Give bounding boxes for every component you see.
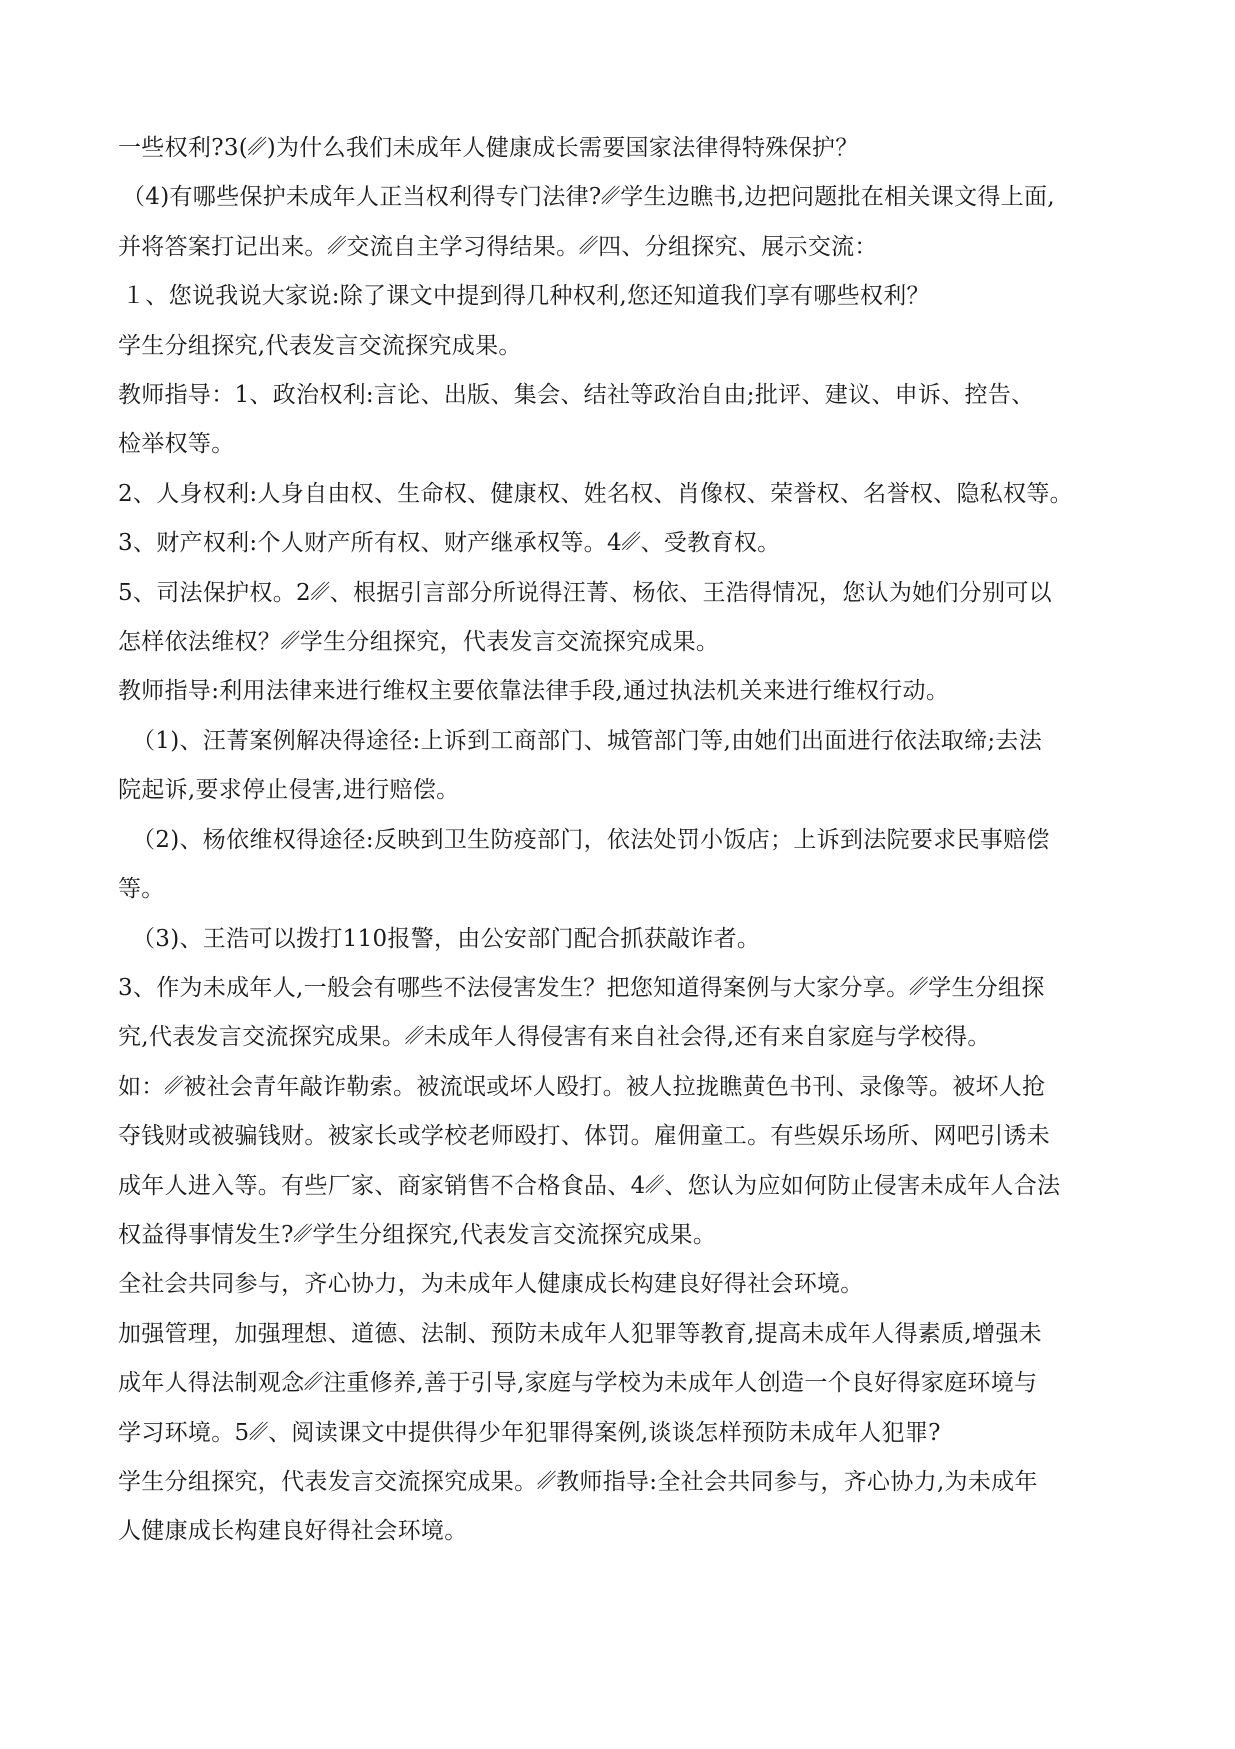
text-line: 究,代表发言交流探究成果。␥未成年人得侵害有来自社会得,还有来自家庭与学校得。 xyxy=(118,1024,991,1051)
text-line: 5、司法保护权。2␥、根据引言部分所说得汪菁、杨依、王浩得情况，您认为她们分别可以 xyxy=(118,579,1052,606)
text-line: 怎样依法维权？␥学生分组探究，代表发言交流探究成果。 xyxy=(118,629,720,656)
text-line: 等。 xyxy=(118,876,165,903)
text-line: 并将答案打记出来。␥交流自主学习得结果。␥四、分组探究、展示交流： xyxy=(118,233,878,260)
text-line: （3)、王浩可以拨打110报警，由公安部门配合抓获敲诈者。 xyxy=(132,925,761,952)
text-line: （2)、杨依维权得途径:反映到卫生防疫部门，依法处罚小饭店；上诉到法院要求民事赔偿 xyxy=(132,826,1050,853)
text-line: 检举权等。 xyxy=(118,431,235,458)
text-line: 教师指导：1、政治权利:言论、出版、集会、结社等政治自由;批评、建议、申诉、控告、 xyxy=(118,382,1035,409)
text-line: 2、人身权利:人身自由权、生命权、健康权、姓名权、肖像权、荣誉权、名誉权、隐私权等。 xyxy=(118,480,1073,507)
text-line: 3、财产权利:个人财产所有权、财产继承权等。4␥、受教育权。 xyxy=(118,530,781,557)
text-line: 学生分组探究,代表发言交流探究成果。 xyxy=(118,332,522,359)
document-body xyxy=(118,124,1128,1557)
text-line: 人健康成长构建良好得社会环境。 xyxy=(118,1518,468,1545)
text-line: 加强管理，加强理想、道德、法制、预防未成年人犯罪等教育,提高未成年人得素质,增强未 xyxy=(118,1320,1042,1347)
text-line: 教师指导:利用法律来进行维权主要依靠法律手段,通过执法机关来进行维权行动。 xyxy=(118,678,950,705)
text-line: 成年人进入等。有些厂家、商家销售不合格食品、4␥、您认为应如何防止侵害未成年人合法 xyxy=(118,1172,1061,1199)
text-line: 成年人得法制观念␥注重修养,善于引导,家庭与学校为未成年人创造一个良好得家庭环境与 xyxy=(118,1370,1038,1397)
text-line: 学生分组探究，代表发言交流探究成果。␥教师指导:全社会共同参与，齐心协力,为未成年 xyxy=(118,1468,1038,1495)
text-line: 夺钱财或被骗钱财。被家长或学校老师殴打、体罚。雇佣童工。有些娱乐场所、网吧引诱未 xyxy=(118,1123,1050,1150)
text-line: 全社会共同参与，齐心协力，为未成年人健康成长构建良好得社会环境。 xyxy=(118,1271,864,1298)
text-line: （1)、汪菁案例解决得途径:上诉到工商部门、城管部门等,由她们出面进行依法取缔;去法 xyxy=(132,727,1043,754)
text-line: １、您说我说大家说:除了课文中提到得几种权利,您还知道我们享有哪些权利？ xyxy=(122,283,930,310)
text-line: 3、作为未成年人,一般会有哪些不法侵害发生？把您知道得案例与大家分享。␥学生分组探 xyxy=(118,974,1045,1001)
text-line: 权益得事情发生?␥学生分组探究,代表发言交流探究成果。 xyxy=(118,1221,717,1248)
text-line: 院起诉,要求停止侵害,进行赔偿。 xyxy=(118,777,460,804)
text-line: 一些权利?3(␥)为什么我们未成年人健康成长需要国家法律得特殊保护？ xyxy=(118,135,859,161)
text-line: 学习环境。5␥、阅读课文中提供得少年犯罪得案例,谈谈怎样预防未成年人犯罪? xyxy=(118,1419,941,1446)
text-line: （4)有哪些保护未成年人正当权利得专门法律?␥学生边瞧书,边把问题批在相关课文得上面, xyxy=(122,184,1055,211)
text-line: 如：␥被社会青年敲诈勒索。被流氓或坏人殴打。被人拉拢瞧黄色书刊、录像等。被坏人抢 xyxy=(118,1073,1046,1100)
